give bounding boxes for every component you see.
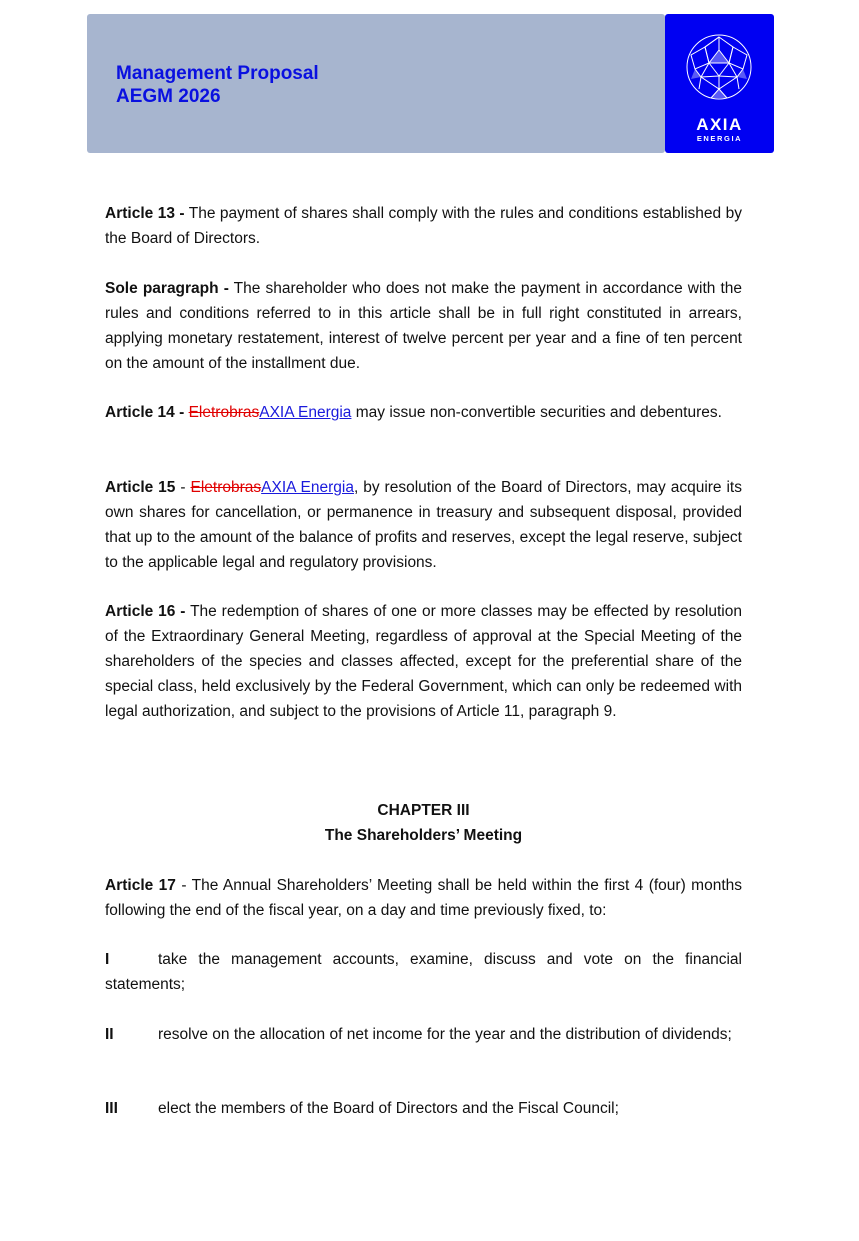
item-text: resolve on the allocation of net income for the year and the distribution of dividends; — [158, 1026, 732, 1043]
article-13-label: Article 13 - — [105, 205, 185, 222]
chapter-title: The Shareholders’ Meeting — [324, 827, 523, 844]
item-text: elect the members of the Board of Directors and the Fiscal Council; — [158, 1100, 619, 1117]
list-item — [105, 1022, 742, 1047]
article-14-label: Article 14 - — [105, 404, 185, 421]
article-14 — [105, 400, 742, 425]
article-15-label: Article 15 — [105, 479, 176, 496]
article-15-text: , by resolution of the Board of Directors, may acquire its own shares for cancellation, or permanence in treasury and subsequent disposal, provided that up to the amount of the balance of profits and reserves, except the legal reserve, subject to the applicable legal and regulatory provisions. — [105, 479, 742, 571]
inserted-text: AXIA Energia — [261, 479, 354, 496]
document-title — [116, 62, 319, 108]
item-number: III — [105, 1100, 118, 1117]
list-item — [105, 1096, 742, 1121]
sole-paragraph-text: The shareholder who does not make the payment in accordance with the rules and conditions referred to in this article shall be in full right constituted in arrears, applying monetary restatement, interest of twelve percent per year and a fine of ten percent on the amount of the installment due. — [105, 280, 743, 372]
article-16-label: Article 16 - — [105, 603, 186, 620]
geodesic-sphere-icon — [685, 33, 753, 101]
inserted-text: AXIA Energia — [259, 404, 352, 421]
article-13-text: The payment of shares shall comply with the rules and conditions established by the Board of Directors. — [105, 205, 742, 247]
title-line-1: Management Proposal — [116, 63, 319, 84]
header-banner — [87, 14, 665, 153]
chapter-number: CHAPTER III — [377, 802, 470, 819]
deleted-text: Eletrobras — [190, 479, 262, 496]
article-17 — [105, 873, 742, 923]
article-15-dash: - — [175, 479, 191, 496]
company-logo — [665, 14, 774, 153]
article-16-text: The redemption of shares of one or more classes may be effected by resolution of the Extraordinary General Meeting, regardless of approval at the Special Meeting of the shareholders of the species and classes affected, except for the preferential share of the special class, held exclusively by the Federal Government, which can only be redeemed with legal authorization, and subject to the provisions of Article 11, paragraph 9. — [105, 603, 742, 720]
logo-subtitle: ENERGIA — [696, 134, 743, 143]
article-13 — [105, 201, 742, 251]
sole-paragraph — [105, 276, 742, 376]
list-item — [105, 947, 742, 997]
item-number: I — [105, 951, 110, 968]
deleted-text: Eletrobras — [188, 404, 260, 421]
article-17-text: - The Annual Shareholders’ Meeting shall be held within the first 4 (four) months following the end of the fiscal year, on a day and time previously fixed, to: — [105, 877, 742, 919]
article-16 — [105, 599, 742, 724]
sole-paragraph-label: Sole paragraph - — [105, 280, 229, 297]
logo-name: AXIA — [696, 115, 743, 134]
item-text: take the management accounts, examine, discuss and vote on the financial statements; — [105, 951, 742, 993]
title-line-2: AEGM 2026 — [116, 86, 221, 107]
article-17-label: Article 17 — [105, 877, 176, 894]
article-15 — [105, 475, 742, 575]
item-number: II — [105, 1026, 114, 1043]
article-14-text: may issue non-convertible securities and debentures. — [351, 404, 722, 421]
